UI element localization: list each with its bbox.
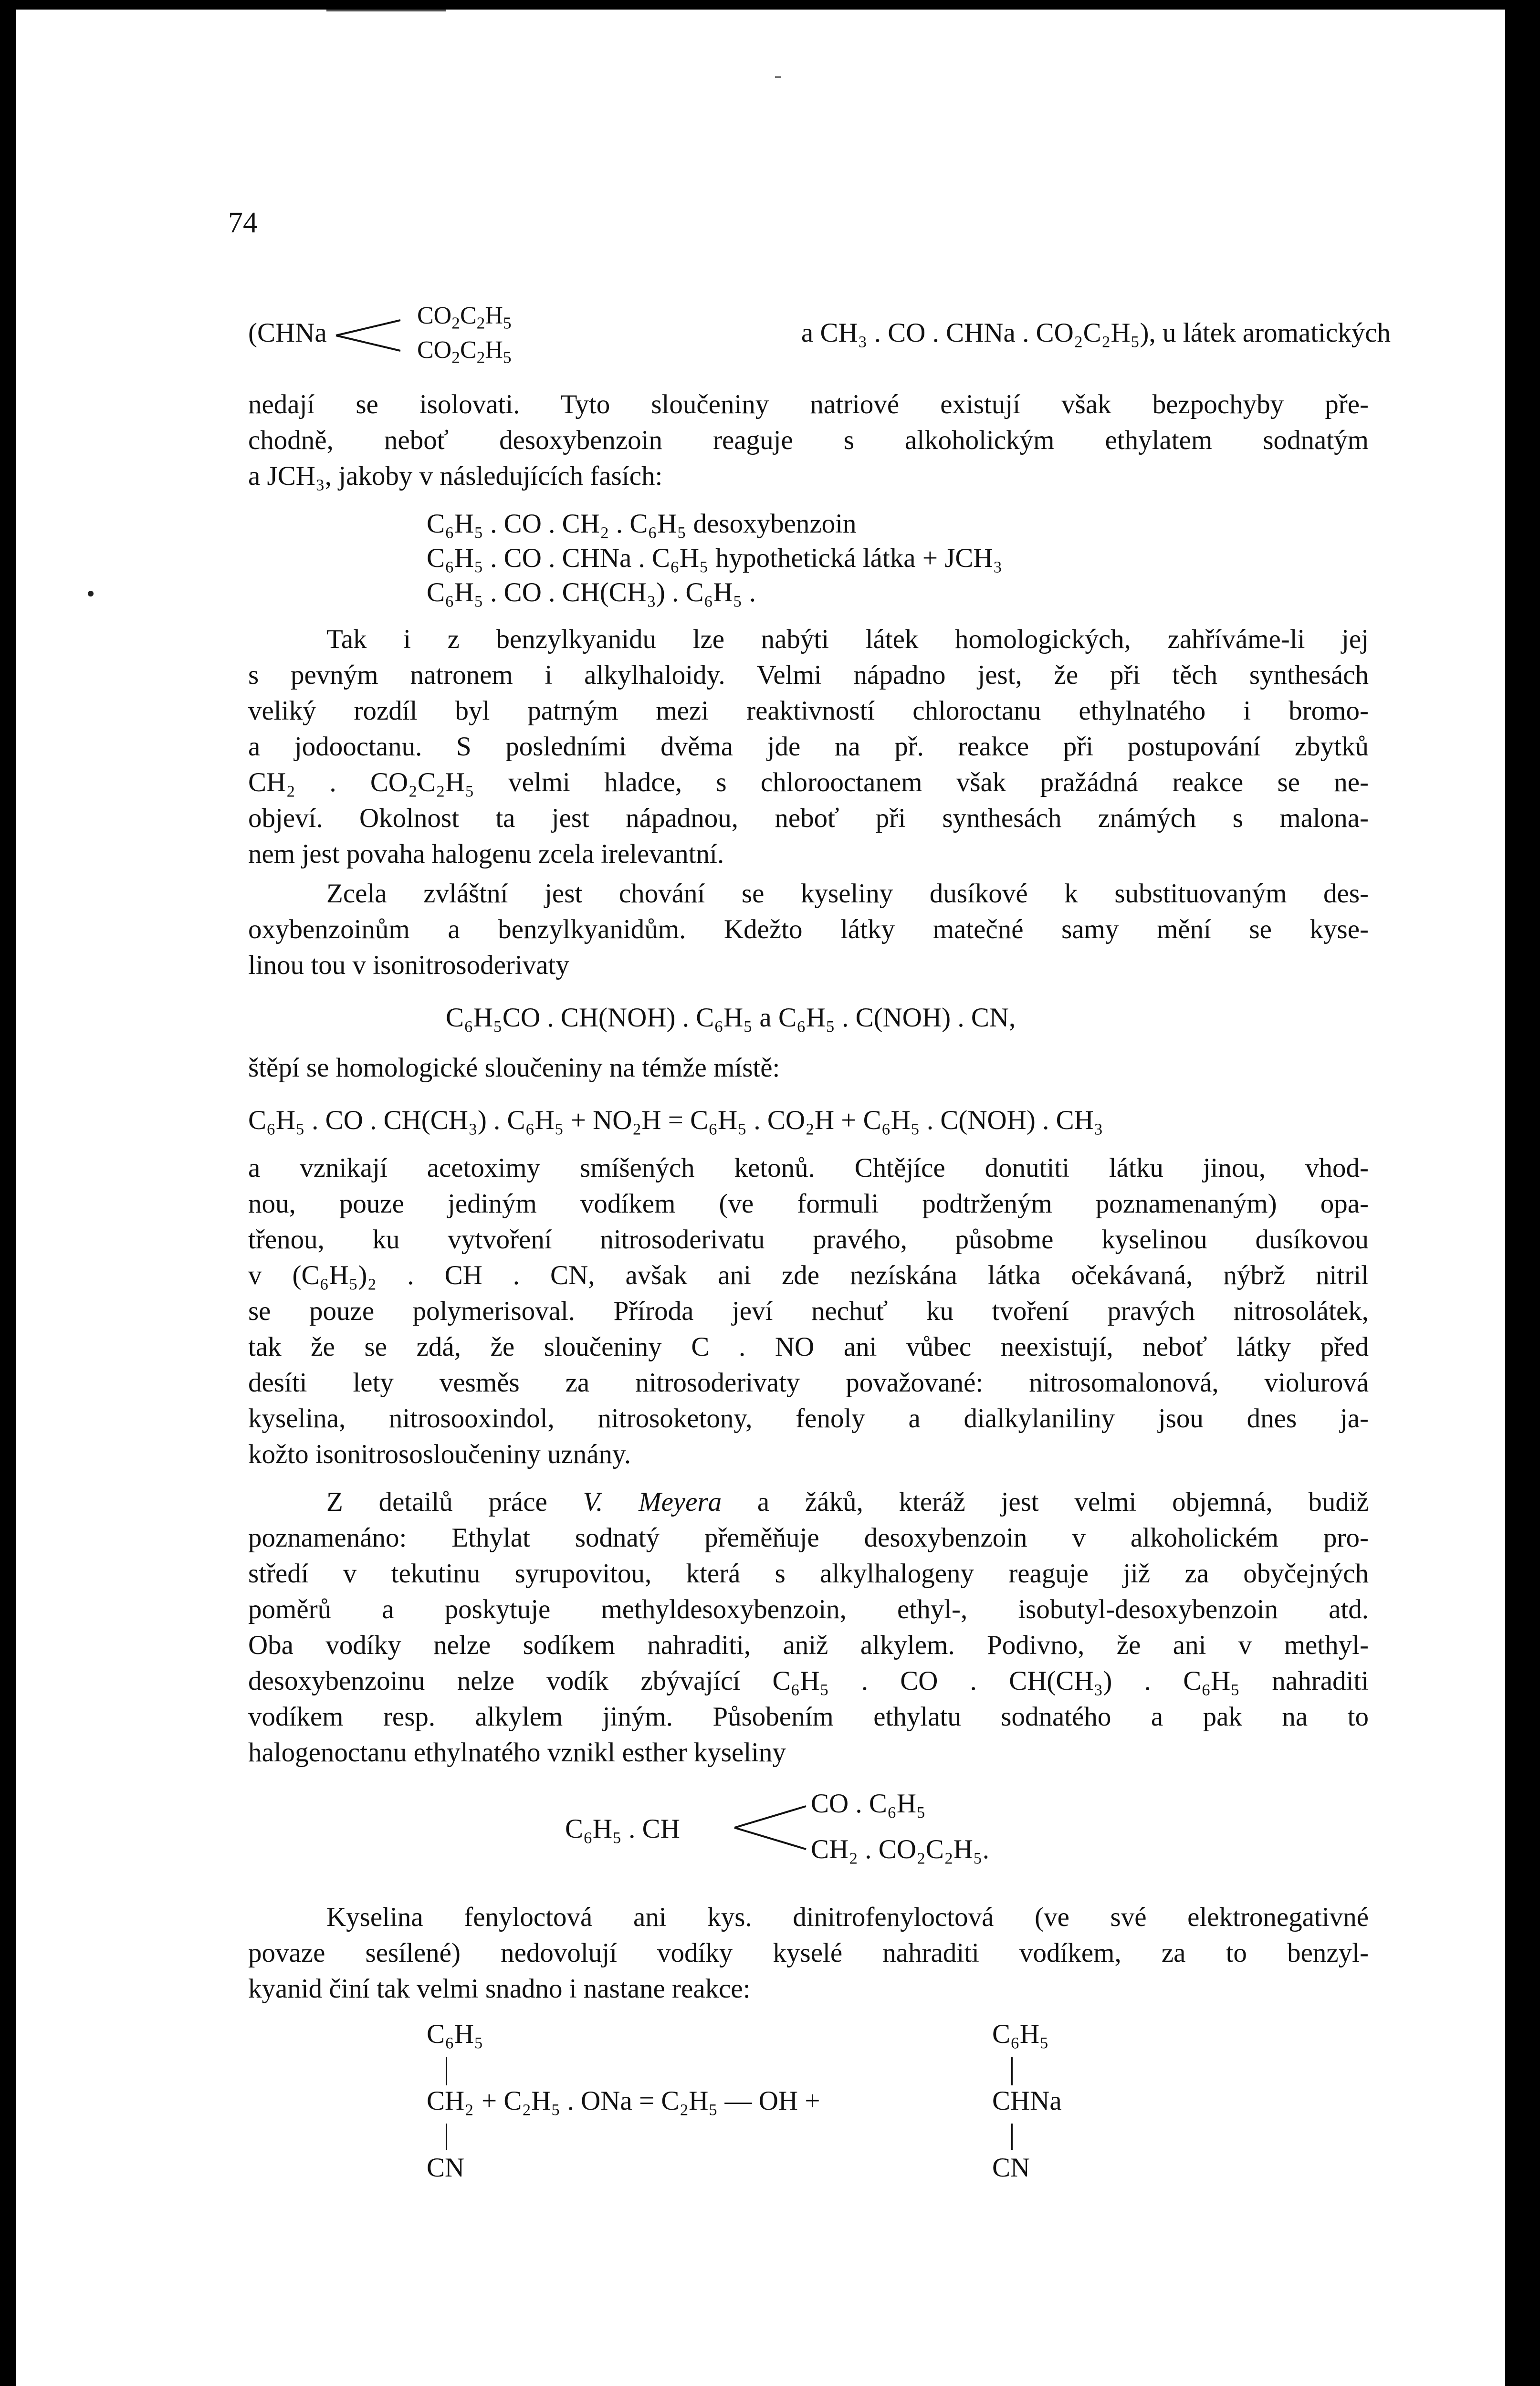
para3-line-4: v (C₆H₅)₂ . CH . CN, avšak ani zde nezískána látka očekávaná, nýbrž nitril: [248, 1260, 1369, 1290]
para4-line-8: halogenoctanu ethylnatého vznikl esther kyseliny: [248, 1737, 786, 1768]
para4-line-3: středí v tekutinu syrupovitou, která s alkylhalogeny reaguje již za obyčejných: [248, 1559, 1369, 1589]
para4-line-7: vodíkem resp. alkylem jiným. Působením ethylatu sodnatého a pak na to: [248, 1702, 1369, 1732]
bond-right-upper: [1011, 2057, 1013, 2085]
formula-isonitroso: C₆H₅CO . CH(NOH) . C₆H₅ a C₆H₅ . C(NOH) . CN,: [446, 1003, 1016, 1033]
bond-left-lower: [446, 2124, 447, 2150]
para2-line-3: linou tou v isonitrosoderivaty: [248, 950, 569, 980]
top-line-2: nedají se isolovati. Tyto sloučeniny natriové existují však bezpochyby pře-: [248, 389, 1369, 419]
margin-dot: [88, 591, 94, 596]
ester-fork: [732, 1801, 808, 1854]
para1-line-6: objeví. Okolnost ta jest nápadnou, neboť při synthesách známých s malona-: [248, 803, 1369, 833]
para4-line-5: Oba vodíky nelze sodíkem nahraditi, aniž alkylem. Podivno, že ani v methyl-: [248, 1630, 1369, 1660]
para4-text-a: Z detailů práce: [326, 1487, 583, 1517]
para4-line-6: desoxybenzoinu nelze vodík zbývající C₆H₅ . CO . CH(CH₃) . C₆H₅ nahraditi: [248, 1666, 1369, 1696]
para3-line-9: kožto isonitrososloučeniny uznány.: [248, 1439, 631, 1469]
para1-line-4: a jodooctanu. S posledními dvěma jde na př. reakce při postupování zbytků: [248, 732, 1369, 762]
para1-line-5: CH₂ . CO₂C₂H₅ velmi hladce, s chlorooctanem však pražádná reakce se ne-: [248, 767, 1369, 797]
para1-line-2: s pevným natronem i alkylhaloidy. Velmi nápadno jest, že při těch synthesách: [248, 660, 1369, 690]
formula-reaction: C₆H₅ . CO . CH(CH₃) . C₆H₅ + NO₂H = C₆H₅ . CO₂H + C₆H₅ . C(NOH) . CH₃: [248, 1105, 1103, 1135]
para5-line-1: Kyselina fenyloctová ani kys. dinitrofenyloctová (ve své elektronegativné: [326, 1902, 1369, 1932]
reaction-left-mid: CH₂: [427, 2086, 474, 2116]
formula-prefix: (CHNa: [248, 318, 327, 348]
top-line-1: [248, 315, 405, 355]
para5-line-3: kyanid činí tak velmi snadno i nastane reakce:: [248, 1974, 751, 2004]
para3-line-1: a vznikají acetoximy smíšených ketonů. Chtějíce donutiti látku jinou, vhod-: [248, 1153, 1369, 1183]
fork-bracket: [334, 316, 405, 355]
para1-line-7: nem jest povaha halogenu zcela irelevantní.: [248, 839, 724, 869]
top-line-3: chodně, neboť desoxybenzoin reaguje s alkoholickým ethylatem sodnatým: [248, 425, 1369, 455]
para3-line-2: nou, pouze jediným vodíkem (ve formuli podtrženým poznamenaným) opa-: [248, 1189, 1369, 1219]
para1-line-1: Tak i z benzylkyanidu lze nabýti látek homologických, zahříváme-li jej: [326, 624, 1369, 654]
para3-line-7: desíti lety vesměs za nitrosoderivaty považované: nitrosomalonová, violurová: [248, 1368, 1369, 1398]
para4-line-2: poznamenáno: Ethylat sodnatý přeměňuje desoxybenzoin v alkoholickém pro-: [248, 1523, 1369, 1553]
bond-left-upper: [446, 2057, 447, 2085]
para3-line-8: kyselina, nitrosooxindol, nitrosoketony, fenoly a dialkylaniliny jsou dnes ja-: [248, 1403, 1369, 1434]
line-split: štěpí se homologické sloučeniny na témže místě:: [248, 1053, 780, 1083]
ester-lower: CH₂ . CO₂C₂H₅.: [811, 1834, 990, 1864]
para3-line-6: tak že se zdá, že sloučeniny C . NO ani vůbec neexistují, neboť látky před: [248, 1332, 1369, 1362]
scan-artifact: [775, 76, 781, 78]
bond-right-lower: [1011, 2124, 1013, 2150]
reaction-middle: + C₂H₅ . ONa = C₂H₅ — OH +: [482, 2086, 820, 2116]
author-name: V. Meyera: [583, 1487, 722, 1517]
reaction-right-mid: CHNa: [992, 2086, 1062, 2116]
reaction-left-bottom: CN: [427, 2153, 465, 2183]
page-number: 74: [228, 207, 258, 239]
para4-text-b: a žáků, kteráž jest velmi objemná, budiž: [722, 1487, 1369, 1517]
ester-upper: CO . C₆H₅: [811, 1789, 926, 1819]
phase-3: C₆H₅ . CO . CH(CH₃) . C₆H₅ .: [427, 577, 756, 607]
phase-1: C₆H₅ . CO . CH₂ . C₆H₅ desoxybenzoin: [427, 509, 857, 539]
para2-line-1: Zcela zvláštní jest chování se kyseliny dusíkové k substituovaným des-: [326, 879, 1369, 909]
para1-line-3: veliký rozdíl byl patrným mezi reaktivností chloroctanu ethylnatého i bromo-: [248, 696, 1369, 726]
reaction-left-top: C₆H₅: [427, 2019, 483, 2049]
top-line-4: a JCH₃, jakoby v následujících fasích:: [248, 461, 663, 491]
reaction-right-top: C₆H₅: [992, 2019, 1049, 2049]
top-line-1-rest: a CH₃ . CO . CHNa . CO₂C₂H₅), u látek aromatických: [801, 318, 1391, 348]
para4-line-4: poměrů a poskytuje methyldesoxybenzoin, ethyl-, isobutyl-desoxybenzoin atd.: [248, 1594, 1369, 1624]
scan-edge-line: [326, 10, 446, 11]
reaction-right-bottom: CN: [992, 2153, 1030, 2183]
para3-line-3: třenou, ku vytvoření nitrosoderivatu pravého, působme kyselinou dusíkovou: [248, 1224, 1369, 1255]
para3-line-5: se pouze polymerisoval. Příroda jeví nechuť ku tvoření pravých nitrosolátek,: [248, 1296, 1369, 1326]
fork-lower: $CO_2C_2H_5$: [417, 336, 512, 367]
para4-line-1: [326, 1484, 1369, 1520]
fork-upper: $CO_2C_2H_5$: [417, 302, 512, 333]
para5-line-2: povaze sesílené) nedovolují vodíky kyselé nahraditi vodíkem, za to benzyl-: [248, 1938, 1369, 1968]
para2-line-2: oxybenzoinům a benzylkyanidům. Kdežto látky matečné samy mění se kyse-: [248, 914, 1369, 944]
phase-2: C₆H₅ . CO . CHNa . C₆H₅ hypothetická látka + JCH₃: [427, 543, 1003, 573]
document-page: [16, 10, 1505, 2386]
ester-left: C₆H₅ . CH: [565, 1814, 680, 1844]
